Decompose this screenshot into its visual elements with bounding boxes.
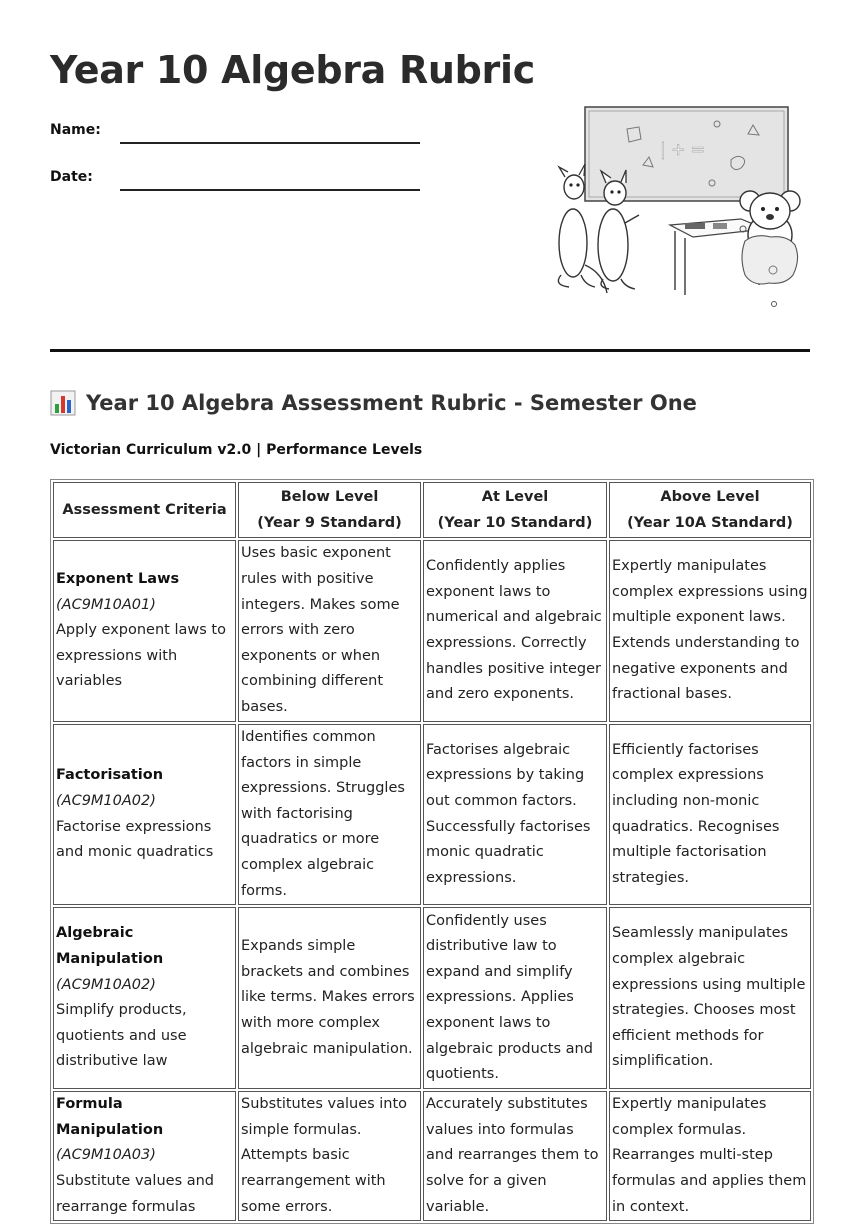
table-row	[53, 907, 811, 1089]
criteria-name: Exponent Laws	[56, 571, 180, 588]
table-row	[53, 1091, 811, 1221]
header-above-sub: (Year 10A Standard)	[627, 515, 793, 531]
at-level-cell: Factorises algebraic expressions by taking out common factors. Successfully factorises monic quadratic expressions.	[423, 724, 607, 905]
at-level-cell: Accurately substitutes values into formulas and rearranges them to solve for a given variable.	[423, 1091, 607, 1221]
below-level-cell: Identifies common factors in simple expressions. Struggles with factorising quadratics or more complex algebraic forms.	[238, 724, 421, 905]
above-level-cell: Efficiently factorises complex expressions including non-monic quadratics. Recognises multiple factorisation strategies.	[609, 724, 811, 905]
header-above-title: Above Level	[660, 489, 760, 505]
page-title: Year 10 Algebra Rubric	[50, 48, 535, 92]
above-level-cell: Expertly manipulates complex expressions using multiple exponent laws. Extends understanding to negative exponents and fractional bases.	[609, 540, 811, 722]
header-above-level	[609, 482, 811, 538]
at-level-cell: Confidently applies exponent laws to numerical and algebraic expressions. Correctly handles positive integer and zero exponents.	[423, 540, 607, 722]
criteria-description: Substitute values and rearrange formulas	[56, 1172, 215, 1215]
criteria-cell	[53, 907, 236, 1089]
criteria-name: Algebraic Manipulation	[56, 925, 164, 967]
criteria-name: Formula Manipulation	[56, 1096, 164, 1138]
above-level-cell: Seamlessly manipulates complex algebraic expressions using multiple strategies. Chooses most efficient methods for simplification.	[609, 907, 811, 1089]
table-header-row	[53, 482, 811, 538]
header-at-level	[423, 482, 607, 538]
criteria-code: (AC9M10A01)	[56, 596, 156, 613]
name-line	[120, 142, 420, 144]
header-at-sub: (Year 10 Standard)	[437, 515, 593, 531]
table-row	[53, 540, 811, 722]
criteria-code: (AC9M10A03)	[56, 1147, 156, 1164]
header-below-title: Below Level	[280, 489, 379, 505]
criteria-description: Simplify products, quotients and use distributive law	[56, 1002, 187, 1070]
board-symbols: | + =	[660, 140, 706, 160]
name-label: Name:	[50, 122, 101, 138]
section-heading	[50, 390, 697, 416]
rubric-table	[50, 479, 814, 1224]
header-at-title: At Level	[481, 489, 549, 505]
header-below-sub: (Year 9 Standard)	[257, 515, 402, 531]
above-level-cell: Expertly manipulates complex formulas. Rearranges multi-step formulas and applies them in context.	[609, 1091, 811, 1221]
header-below-level	[238, 482, 421, 538]
criteria-code: (AC9M10A02)	[56, 792, 156, 809]
criteria-description: Factorise expressions and monic quadratics	[56, 818, 214, 861]
criteria-cell	[53, 540, 236, 722]
section-heading-text: Year 10 Algebra Assessment Rubric - Semester One	[86, 391, 697, 415]
criteria-code: (AC9M10A02)	[56, 976, 156, 993]
at-level-cell: Confidently uses distributive law to expand and simplify expressions. Applies exponent laws to algebraic products and quotients.	[423, 907, 607, 1089]
bar-chart-icon	[50, 390, 76, 416]
below-level-cell: Uses basic exponent rules with positive integers. Makes some errors with zero exponents or when combining different bases.	[238, 540, 421, 722]
below-level-cell: Substitutes values into simple formulas. Attempts basic rearrangement with some errors.	[238, 1091, 421, 1221]
criteria-description: Apply exponent laws to expressions with variables	[56, 622, 226, 690]
date-line	[120, 189, 420, 191]
criteria-cell	[53, 1091, 236, 1221]
table-row	[53, 724, 811, 905]
below-level-cell: Expands simple brackets and combines like terms. Makes errors with more complex algebraic manipulation.	[238, 907, 421, 1089]
criteria-name: Factorisation	[56, 767, 164, 784]
section-divider	[50, 349, 810, 352]
curriculum-note: Victorian Curriculum v2.0 | Performance Levels	[50, 442, 423, 458]
date-label: Date:	[50, 169, 93, 185]
classroom-animals-illustration	[545, 105, 805, 315]
header-criteria: Assessment Criteria	[53, 482, 236, 538]
criteria-cell	[53, 724, 236, 905]
